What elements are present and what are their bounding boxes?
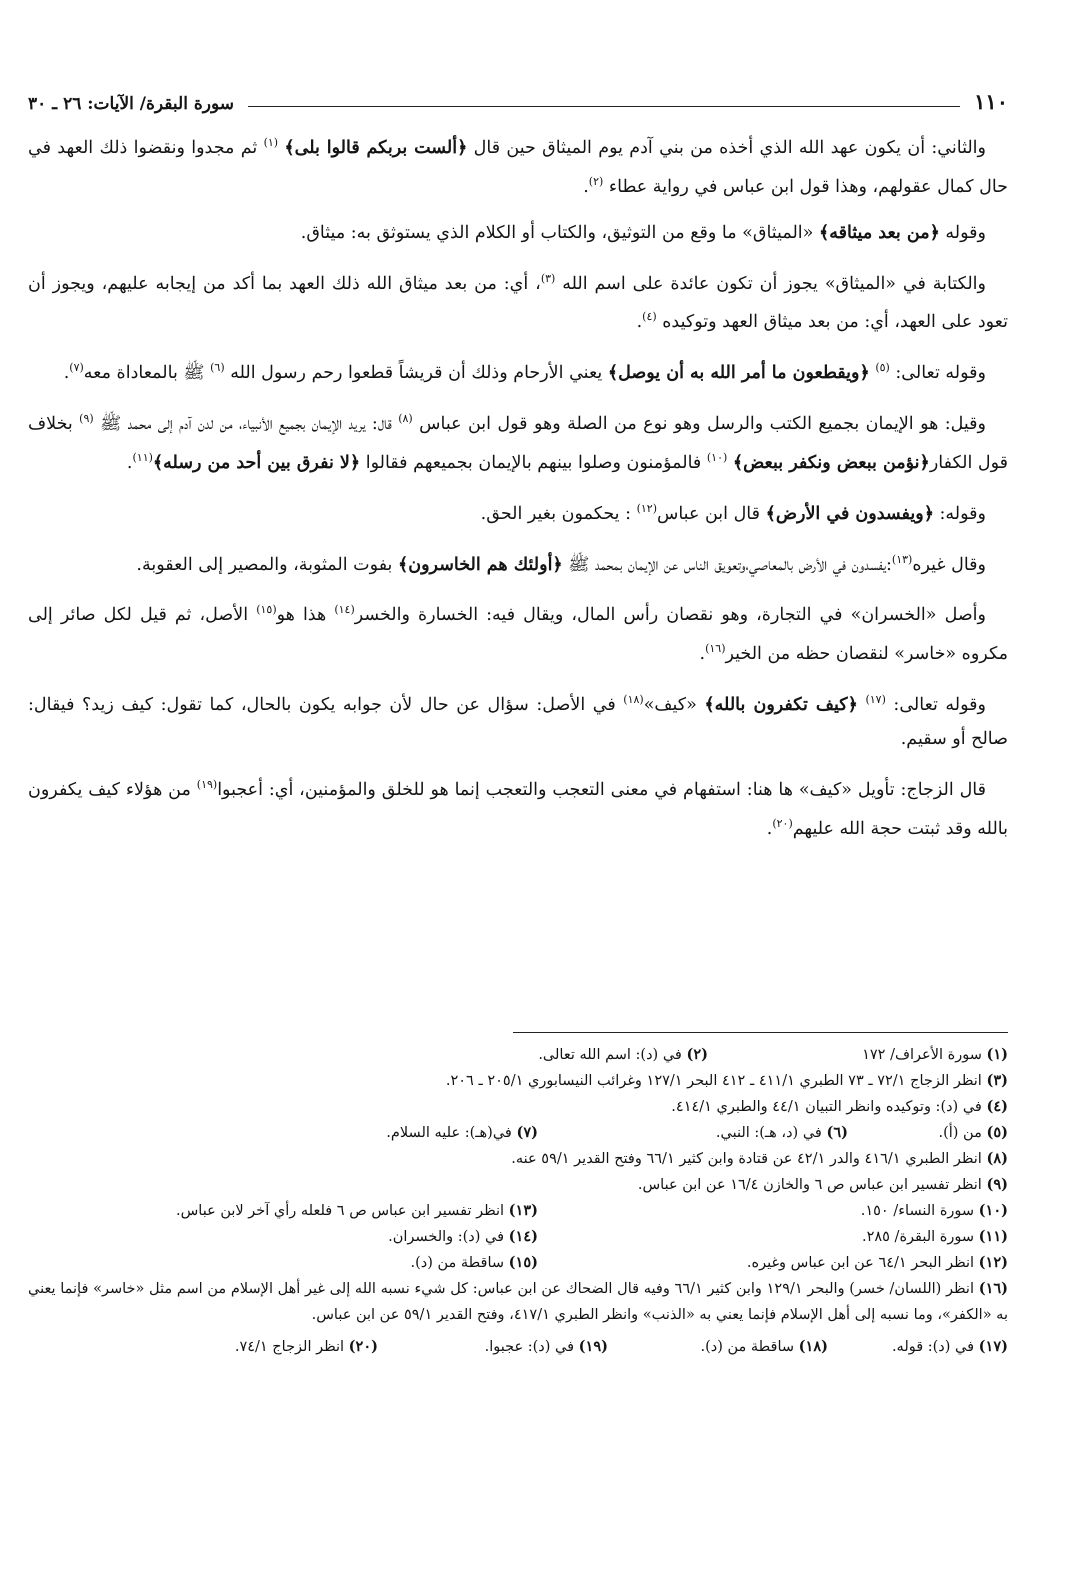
footnote: (٧) في(هـ): عليه السلام. xyxy=(386,1124,538,1141)
footnote: (١٨) ساقطة من (د). xyxy=(700,1338,828,1355)
paragraph: وقيل: هو الإيمان بجميع الكتب والرسل وهو نوع من الصلة وهو قول ابن عباس $^{(٨)}$ قال: يريد الإيمان بجميع الأنبياء، من لدن آدم إلى محمد ﷺ $^{(٩)}$ بخلاف قول الكفار﴿نؤمن ببعض ونكفر ببعض﴾ $^{(١٠)}$ فالمؤمنون وصلوا بينهم بالإيمان بجميعهم فقالوا ﴿لا نفرق بين أحد من رسله﴾$^{(١١)}$. xyxy=(28,412,1008,473)
footnote-ref: (٢) xyxy=(588,174,604,188)
footnote-row xyxy=(28,1334,1008,1360)
quran-quote: ﴿ويفسدون في الأرض﴾ xyxy=(765,503,934,524)
footnote-ref: (٧) xyxy=(69,361,84,375)
footnote-ref: (١١) xyxy=(132,450,153,464)
footnote: (٥) من (أ). xyxy=(938,1124,1008,1141)
footnote: (١٩) في (د): عجبوا. xyxy=(484,1338,608,1355)
salutation-glyph: ﷺ xyxy=(183,363,205,384)
footnote: (١٠) سورة النساء/ ١٥٠. xyxy=(860,1202,1008,1219)
quran-quote: ﴿نؤمن ببعض ونكفر ببعض﴾ xyxy=(732,452,930,473)
paragraph: وقال غيره$^{(١٣)}$:يفسدون في الأرض بالمعاصي،وتعويق الناس عن الإيمان بمحمد ﷺ ﴿أولئك هم الخاسرون﴾ بفوت المثوبة، والمصير إلى العقوبة. xyxy=(136,552,986,575)
footnote: (١١) سورة البقرة/ ٢٨٥. xyxy=(861,1228,1008,1245)
paragraph: وقوله تعالى: $^{(٥)}$ ﴿ويقطعون ما أمر الله به أن يوصل﴾ يعني الأرحام وذلك أن قريشاً قطعوا رحم رسول الله $^{(٦)}$ ﷺ بالمعاداة معه$^{(٧)}$. xyxy=(63,361,986,384)
footnote: (١٣) انظر تفسير ابن عباس ص ٦ فلعله رأي آخر لابن عباس. xyxy=(175,1202,538,1219)
footnote-ref: (١٧) xyxy=(865,693,886,707)
footnote: (٤) في (د): وتوكيده وانظر التبيان ٤٤/١ والطبري ٤١٤/١. xyxy=(671,1098,1008,1115)
footnote-ref: (٢٠) xyxy=(772,816,793,830)
footnote-ref: (١٦) xyxy=(705,642,726,656)
main-text xyxy=(28,126,1008,858)
footnote: (١٧) في (د): قوله. xyxy=(891,1338,1008,1355)
footnote-ref: (٥) xyxy=(875,361,890,375)
footnote-ref: (١٥) xyxy=(256,603,277,617)
paragraph: وقوله تعالى: $^{(١٧)}$ ﴿كيف تكفرون بالله﴾ «كيف»$^{(١٨)}$ في الأصل: سؤال عن حال لأن جوابه يكون بالحال، كما تقول: كيف زيد؟ فيقال: صالح أو سقيم. xyxy=(28,693,1008,749)
paragraph: وقوله: ﴿ويفسدون في الأرض﴾ قال ابن عباس$^{(١٢)}$ : يحكمون بغير الحق. xyxy=(480,501,986,524)
footnote-row xyxy=(28,1250,1008,1276)
paragraph: والكتابة في «الميثاق» يجوز أن تكون عائدة على اسم الله $^{(٣)}$، أي: من بعد ميثاق الله ذلك العهد بما أكد من إيجابه عليهم، ويجوز أن تعود على العهد، أي: من بعد ميثاق العهد وتوكيده $^{(٤)}$. xyxy=(28,271,1008,333)
paragraph: قال الزجاج: تأويل «كيف» ها هنا: استفهام في معنى التعجب والتعجب إنما هو للخلق والمؤمنين، أي: أعجبوا$^{(١٩)}$ من هؤلاء كيف يكفرون بالله وقد ثبتت حجة الله عليهم$^{(٢٠)}$. xyxy=(28,777,1008,839)
footnote-ref: (٨) xyxy=(398,412,413,426)
footnote-ref: (١٨) xyxy=(623,693,644,707)
footnote-ref: (٤) xyxy=(642,310,657,324)
footnote-rule xyxy=(513,1032,1008,1033)
quran-quote: ﴿أولئك هم الخاسرون﴾ xyxy=(398,554,563,575)
footnote-ref: (٦) xyxy=(210,361,225,375)
footnote: (٣) انظر الزجاج ٧٢/١ ـ ٧٣ الطبري ٤١١/١ ـ ٤١٢ البحر ١٢٧/١ وغرائب النيسابوري ٢٠٥/١ ـ ٢٠٦. xyxy=(445,1072,1008,1089)
paragraph: والثاني: أن يكون عهد الله الذي أخذه من بني آدم يوم الميثاق حين قال ﴿ألست بربكم قالوا بلى﴾ $^{(١)}$ ثم مجدوا ونقضوا ذلك العهد في حال كمال عقولهم، وهذا قول ابن عباس في رواية عطاء $^{(٢)}$. xyxy=(28,136,1008,197)
footnote-ref: (١٣) xyxy=(891,552,913,566)
footnotes xyxy=(28,1042,1008,1360)
header-rule xyxy=(248,106,960,107)
footnote-ref: (٣) xyxy=(540,271,556,285)
running-header xyxy=(28,84,1008,114)
paragraph: وأصل «الخسران» في التجارة، وهو نقصان رأس المال، ويقال فيه: الخسارة والخسر$^{(١٤)}$ هذا هو$^{(١٥)}$ الأصل، ثم قيل لكل صائر إلى مكروه «خاسر» لنقصان حظه من الخير$^{(١٦)}$. xyxy=(28,603,1008,665)
quran-quote: ﴿ألست بربكم قالوا بلى﴾ xyxy=(284,137,468,158)
footnote: (٢) في (د): اسم الله تعالى. xyxy=(538,1046,708,1063)
page-number: ١١٠ xyxy=(974,89,1008,114)
footnote: (١٢) انظر البحر ٦٤/١ عن ابن عباس وغيره. xyxy=(746,1254,1008,1271)
quran-quote: ﴿ويقطعون ما أمر الله به أن يوصل﴾ xyxy=(607,363,870,384)
footnote-ref: (١٠) xyxy=(706,450,728,464)
quran-quote: ﴿كيف تكفرون بالله﴾ xyxy=(704,694,858,715)
quran-quote: ﴿لا نفرق بين أحد من رسله﴾ xyxy=(152,452,361,473)
footnote-row xyxy=(28,1042,1008,1068)
footnote-ref: (١٢) xyxy=(636,501,657,515)
paragraph: وقوله ﴿من بعد ميثاقه﴾ «الميثاق» ما وقع من التوثيق، والكتاب أو الكلام الذي يستوثق به: ميثاق. xyxy=(300,222,986,243)
footnote: (٨) انظر الطبري ٤١٦/١ والدر ٤٢/١ عن قتادة وابن كثير ٦٦/١ وفتح القدير ٥٩/١ عنه. xyxy=(511,1150,1008,1167)
footnote: (١٥) ساقطة من (د). xyxy=(410,1254,538,1271)
footnote-ref: (٩) xyxy=(79,412,94,426)
footnote-row xyxy=(28,1224,1008,1250)
footnote-ref: (١٤) xyxy=(334,603,355,617)
footnote: (١٤) في (د): والخسران. xyxy=(388,1228,538,1245)
footnote: (١٦) انظر (اللسان/ خسر) والبحر ١٢٩/١ وابن كثير ٦٦/١ وفيه قال الضحاك عن ابن عباس: كل شيء نسبه الله إلى غير أهل الإسلام من اسم مثل «خاسر» فإنما يعني به «الكفر»، وما نسبه إلى أهل الإسلام فإنما يعني به «الذنب» وانظر الطبري ٤١٧/١، وفتح القدير ٥٩/١ عن ابن عباس. xyxy=(28,1280,1009,1323)
footnote-row xyxy=(28,1198,1008,1224)
footnote: (١) سورة الأعراف/ ١٧٢ xyxy=(862,1046,1008,1063)
footnote-row xyxy=(28,1120,1008,1146)
running-title: سورة البقرة/ الآيات: ٢٦ ـ ٣٠ xyxy=(28,94,234,114)
footnote: (٢٠) انظر الزجاج ٧٤/١. xyxy=(234,1338,378,1355)
footnote: (٦) في (د، هـ): النبي. xyxy=(715,1124,848,1141)
footnote: (٩) انظر تفسير ابن عباس ص ٦ والخازن ١٦/٤ عن ابن عباس. xyxy=(637,1176,1008,1193)
footnote-ref: (١) xyxy=(263,136,279,149)
quran-quote: ﴿من بعد ميثاقه﴾ xyxy=(818,222,940,243)
footnote-ref: (١٩) xyxy=(196,777,218,791)
